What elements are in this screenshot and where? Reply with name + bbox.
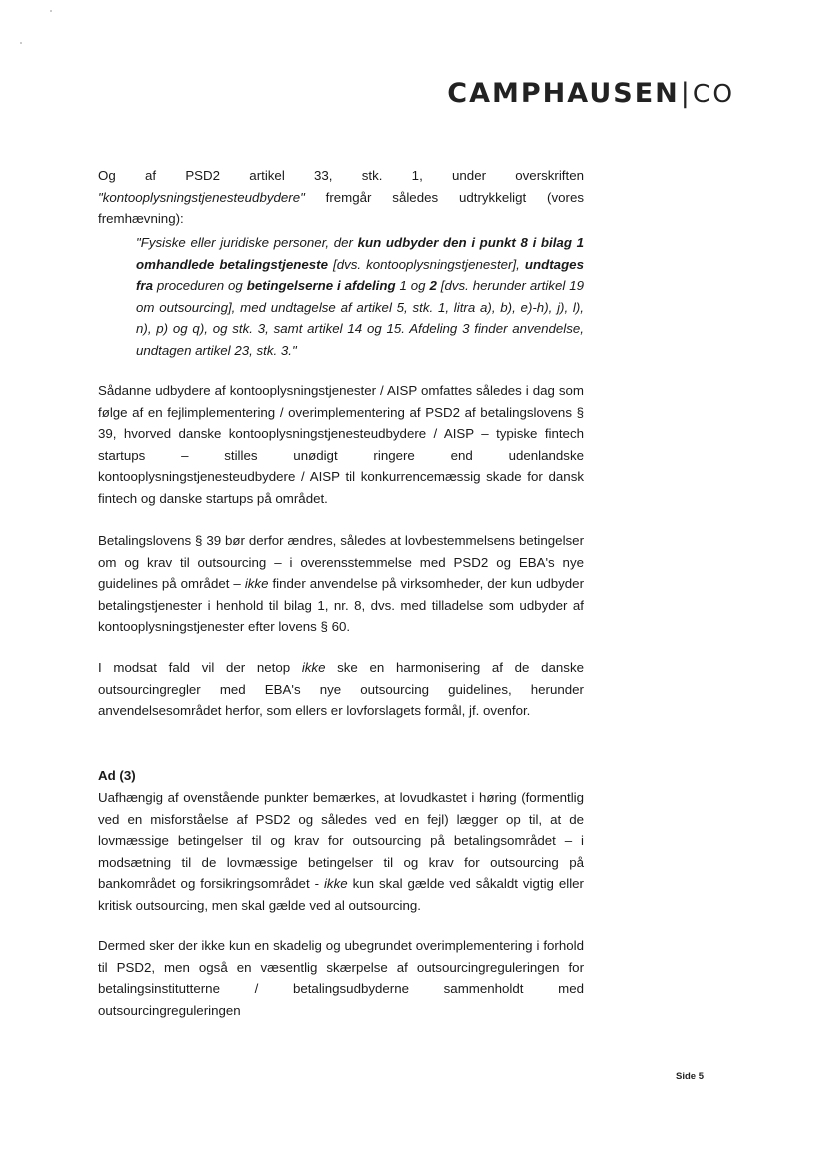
text-span: ske en harmonisering af de danske outsourcingregler med EBA's nye outsourcing guidelines, herunder anvendelsesområdet herfor, som ellers er lovforslagets formål, jf. ovenfor.: [98, 660, 584, 718]
text-span-italic: ikke: [323, 876, 348, 891]
text-span: [dvs. herunder artikel 19 om outsourcing], med undtagelse af artikel 5, stk. 1, litra a), b), e)-h), j), l), n), p) og q), og stk. 3, samt artikel 14 og 15. Afdeling 3 finder anvendelse, undtagen artikel 23, stk. 3.": [136, 278, 584, 358]
paragraph-harmonisation: [98, 657, 584, 722]
text-span: fremgår således udtrykkeligt (vores fremhævning):: [98, 189, 584, 226]
text-span-bold: 2: [429, 278, 437, 293]
logo-brand: CAMPHAUSEN: [447, 78, 680, 109]
text-span-bold: betingelserne i afdeling: [246, 278, 396, 293]
scan-speck: [50, 10, 52, 12]
text-span: I modsat fald vil der netop: [98, 660, 302, 675]
scan-speck: [20, 42, 22, 44]
text-span: 1 og: [395, 278, 430, 293]
text-span: Uafhængig af ovenstående punkter bemærkes, at lovudkastet i høring (formentlig ved en misforståelse af PSD2 og således ved en fejl) lægger op til, at de lovmæssige betingelser til og krav for outsourcing på betalingsområdet – i modsætning til de lovmæssige betingelser til og krav for outsourcing på bankområdet og forsikringsområdet -: [98, 790, 584, 891]
paragraph-outsourcing-scope: [98, 787, 584, 916]
section-heading: Ad (3): [98, 768, 136, 783]
text-span-bold: undtages fra: [136, 256, 584, 293]
text-span-italic: ikke: [244, 576, 269, 591]
company-logo: [447, 78, 734, 109]
text-span: Og af PSD2 artikel 33, stk. 1, under overskriften: [98, 168, 584, 183]
text-span-italic: "kontooplysningstjenesteudbydere": [98, 189, 305, 205]
text-span: finder anvendelse på virksomheder, der kun udbyder betalingstjenester i henhold til bilag 1, nr. 8, dvs. med tilladelse som udbyder af kontooplysningstjenester efter lovens § 60.: [98, 576, 584, 634]
paragraph-psd2-article-33: [98, 165, 584, 230]
logo-separator: |: [680, 78, 692, 109]
text-span-italic: ikke: [301, 660, 326, 675]
text-span-bold: kun udbyder den i punkt 8 i bilag 1 omhandlede betalingstjeneste: [136, 235, 584, 272]
logo-suffix: CO: [692, 79, 734, 108]
text-span: kun skal gælde ved såkaldt vigtig eller kritisk outsourcing, men skal gælde ved al outsourcing.: [98, 876, 584, 913]
text-span: "Fysiske eller juridiske personer, der: [136, 235, 358, 250]
text-span: proceduren og: [153, 278, 247, 293]
paragraph-section-39-amendment: [98, 530, 584, 638]
paragraph-overimplementation: Dermed sker der ikke kun en skadelig og ubegrundet overimplementering i forhold til PSD2, men også en væsentlig skærpelse af outsourcingreguleringen for betalingsinstitutterne / betalingsudbyderne sammenholdt med outsourcingreguleringen: [98, 938, 584, 1018]
text-span: [dvs. kontooplysningstjenester],: [327, 256, 525, 272]
block-quote: [136, 232, 584, 361]
page-number: Side 5: [676, 1071, 704, 1082]
text-span: Betalingslovens § 39 bør derfor ændres, således at lovbestemmelsens betingelser om og krav til outsourcing – i overensstemmelse med PSD2 og EBA's nye guidelines på området –: [98, 533, 584, 591]
paragraph-aisp-implementation: Sådanne udbydere af kontooplysningstjenester / AISP omfattes således i dag som følge af en fejlimplementering / overimplementering af PSD2 af betalingslovens § 39, hvorved danske kontooplysningstjenesteudbydere / AISP – typiske fintech startups – stilles unødigt ringere end udenlandske kontooplysningstjenesteudbydere / AISP til konkurrencemæssig skade for dansk fintech og danske startups på området.: [98, 383, 584, 506]
